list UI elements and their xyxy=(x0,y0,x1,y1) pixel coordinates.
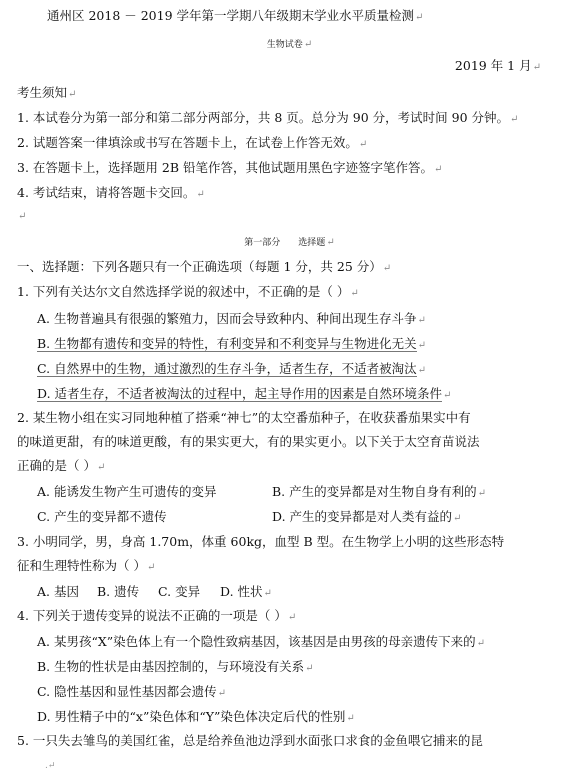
question-2-option-a: A. 能诱发生物产生可遗传的变异 xyxy=(37,484,217,499)
question-1-stem: 1. 下列有关达尔文自然选择学说的叙述中，不正确的是（ ）↵ xyxy=(17,284,359,299)
exam-title: 通州区 2018 － 2019 学年第一学期八年级期末学业水平质量检测↵ xyxy=(47,8,424,23)
notice-item-4: 4. 考试结束，请将答题卡交回。↵ xyxy=(17,185,205,200)
footer-mark: .↵ xyxy=(45,761,56,771)
question-1-option-a: A. 生物普遍具有很强的繁殖力，因而会导致种内、种间出现生存斗争↵ xyxy=(37,311,426,326)
exam-subtitle: 生物试卷↵ xyxy=(266,39,313,50)
question-4-option-c: C. 隐性基因和显性基因都会遗传↵ xyxy=(37,684,226,699)
question-3-option-c: C. 变异 xyxy=(158,584,201,599)
question-2-line-3: 正确的是（ ）↵ xyxy=(17,458,106,473)
question-3-option-d: D. 性状↵ xyxy=(220,584,272,599)
question-1-option-d: D. 适者生存，不适者被淘汰的过程中，起主导作用的因素是自然环境条件↵ xyxy=(37,386,452,401)
question-1-option-b: B. 生物都有遗传和变异的特性，有利变异和不利变异与生物进化无关↵ xyxy=(37,336,427,351)
question-2-line-2: 的味道更甜，有的味道更酸，有的果实更大，有的果实更小。以下关于太空育苗说法 xyxy=(17,434,480,449)
question-3-option-b: B. 遗传 xyxy=(97,584,140,599)
return-mark: ↵ xyxy=(415,12,424,23)
section-instruction: 一、选择题：下列各题只有一个正确选项（每题 1 分，共 25 分）↵ xyxy=(17,259,392,274)
exam-date: 2019 年 1 月↵ xyxy=(454,58,541,73)
question-4-option-d: D. 男性精子中的“x”染色体和“Y”染色体决定后代的性别↵ xyxy=(37,709,355,724)
question-4-option-b: B. 生物的性状是由基因控制的，与环境没有关系↵ xyxy=(37,659,314,674)
return-mark: ↵ xyxy=(303,39,313,50)
question-2-line-1: 2. 某生物小组在实习同地种植了搭乘“神七”的太空番茄种子，在收获番茄果实中有 xyxy=(17,410,471,425)
question-2-option-b: B. 产生的变异都是对生物自身有利的↵ xyxy=(272,484,487,499)
notice-item-1: 1. 本试卷分为第一部分和第二部分两部分，共 8 页。总分为 90 分，考试时间 90 分钟。↵ xyxy=(17,110,519,125)
question-3-line-1: 3. 小明同学，男，身高 1.70m，体重 60kg，血型 B 型。在生物学上小明的这些形态特 xyxy=(17,534,505,549)
question-4-stem: 4. 下列关于遗传变异的说法不正确的一项是（ ）↵ xyxy=(17,608,297,623)
question-2-option-d: D. 产生的变异都是对人类有益的↵ xyxy=(272,509,462,524)
part1-heading: 第一部分 选择题↵ xyxy=(244,237,335,248)
question-5-line-1: 5. 一只失去雏鸟的美国红雀，总是给养鱼池边浮到水面张口求食的金鱼喂它捕来的昆 xyxy=(17,733,483,748)
question-4-option-a: A. 某男孩“X”染色体上有一个隐性致病基因，该基因是由男孩的母亲遗传下来的↵ xyxy=(37,634,486,649)
question-3-option-a: A. 基因 xyxy=(37,584,79,599)
return-mark: ↵ xyxy=(532,62,541,73)
notice-item-3: 3. 在答题卡上，选择题用 2B 铅笔作答，其他试题用黑色字迹签字笔作答。↵ xyxy=(17,160,443,175)
notice-heading: 考生须知↵ xyxy=(17,85,77,100)
notice-item-2: 2. 试题答案一律填涂或书写在答题卡上，在试卷上作答无效。↵ xyxy=(17,135,368,150)
empty-line: ↵ xyxy=(18,211,27,222)
question-3-line-2: 征和生理特性称为（ ）↵ xyxy=(17,558,156,573)
question-1-option-c: C. 自然界中的生物，通过激烈的生存斗争，适者生存，不适者被淘汰↵ xyxy=(37,361,426,376)
question-2-option-c: C. 产生的变异都不遗传 xyxy=(37,509,167,524)
